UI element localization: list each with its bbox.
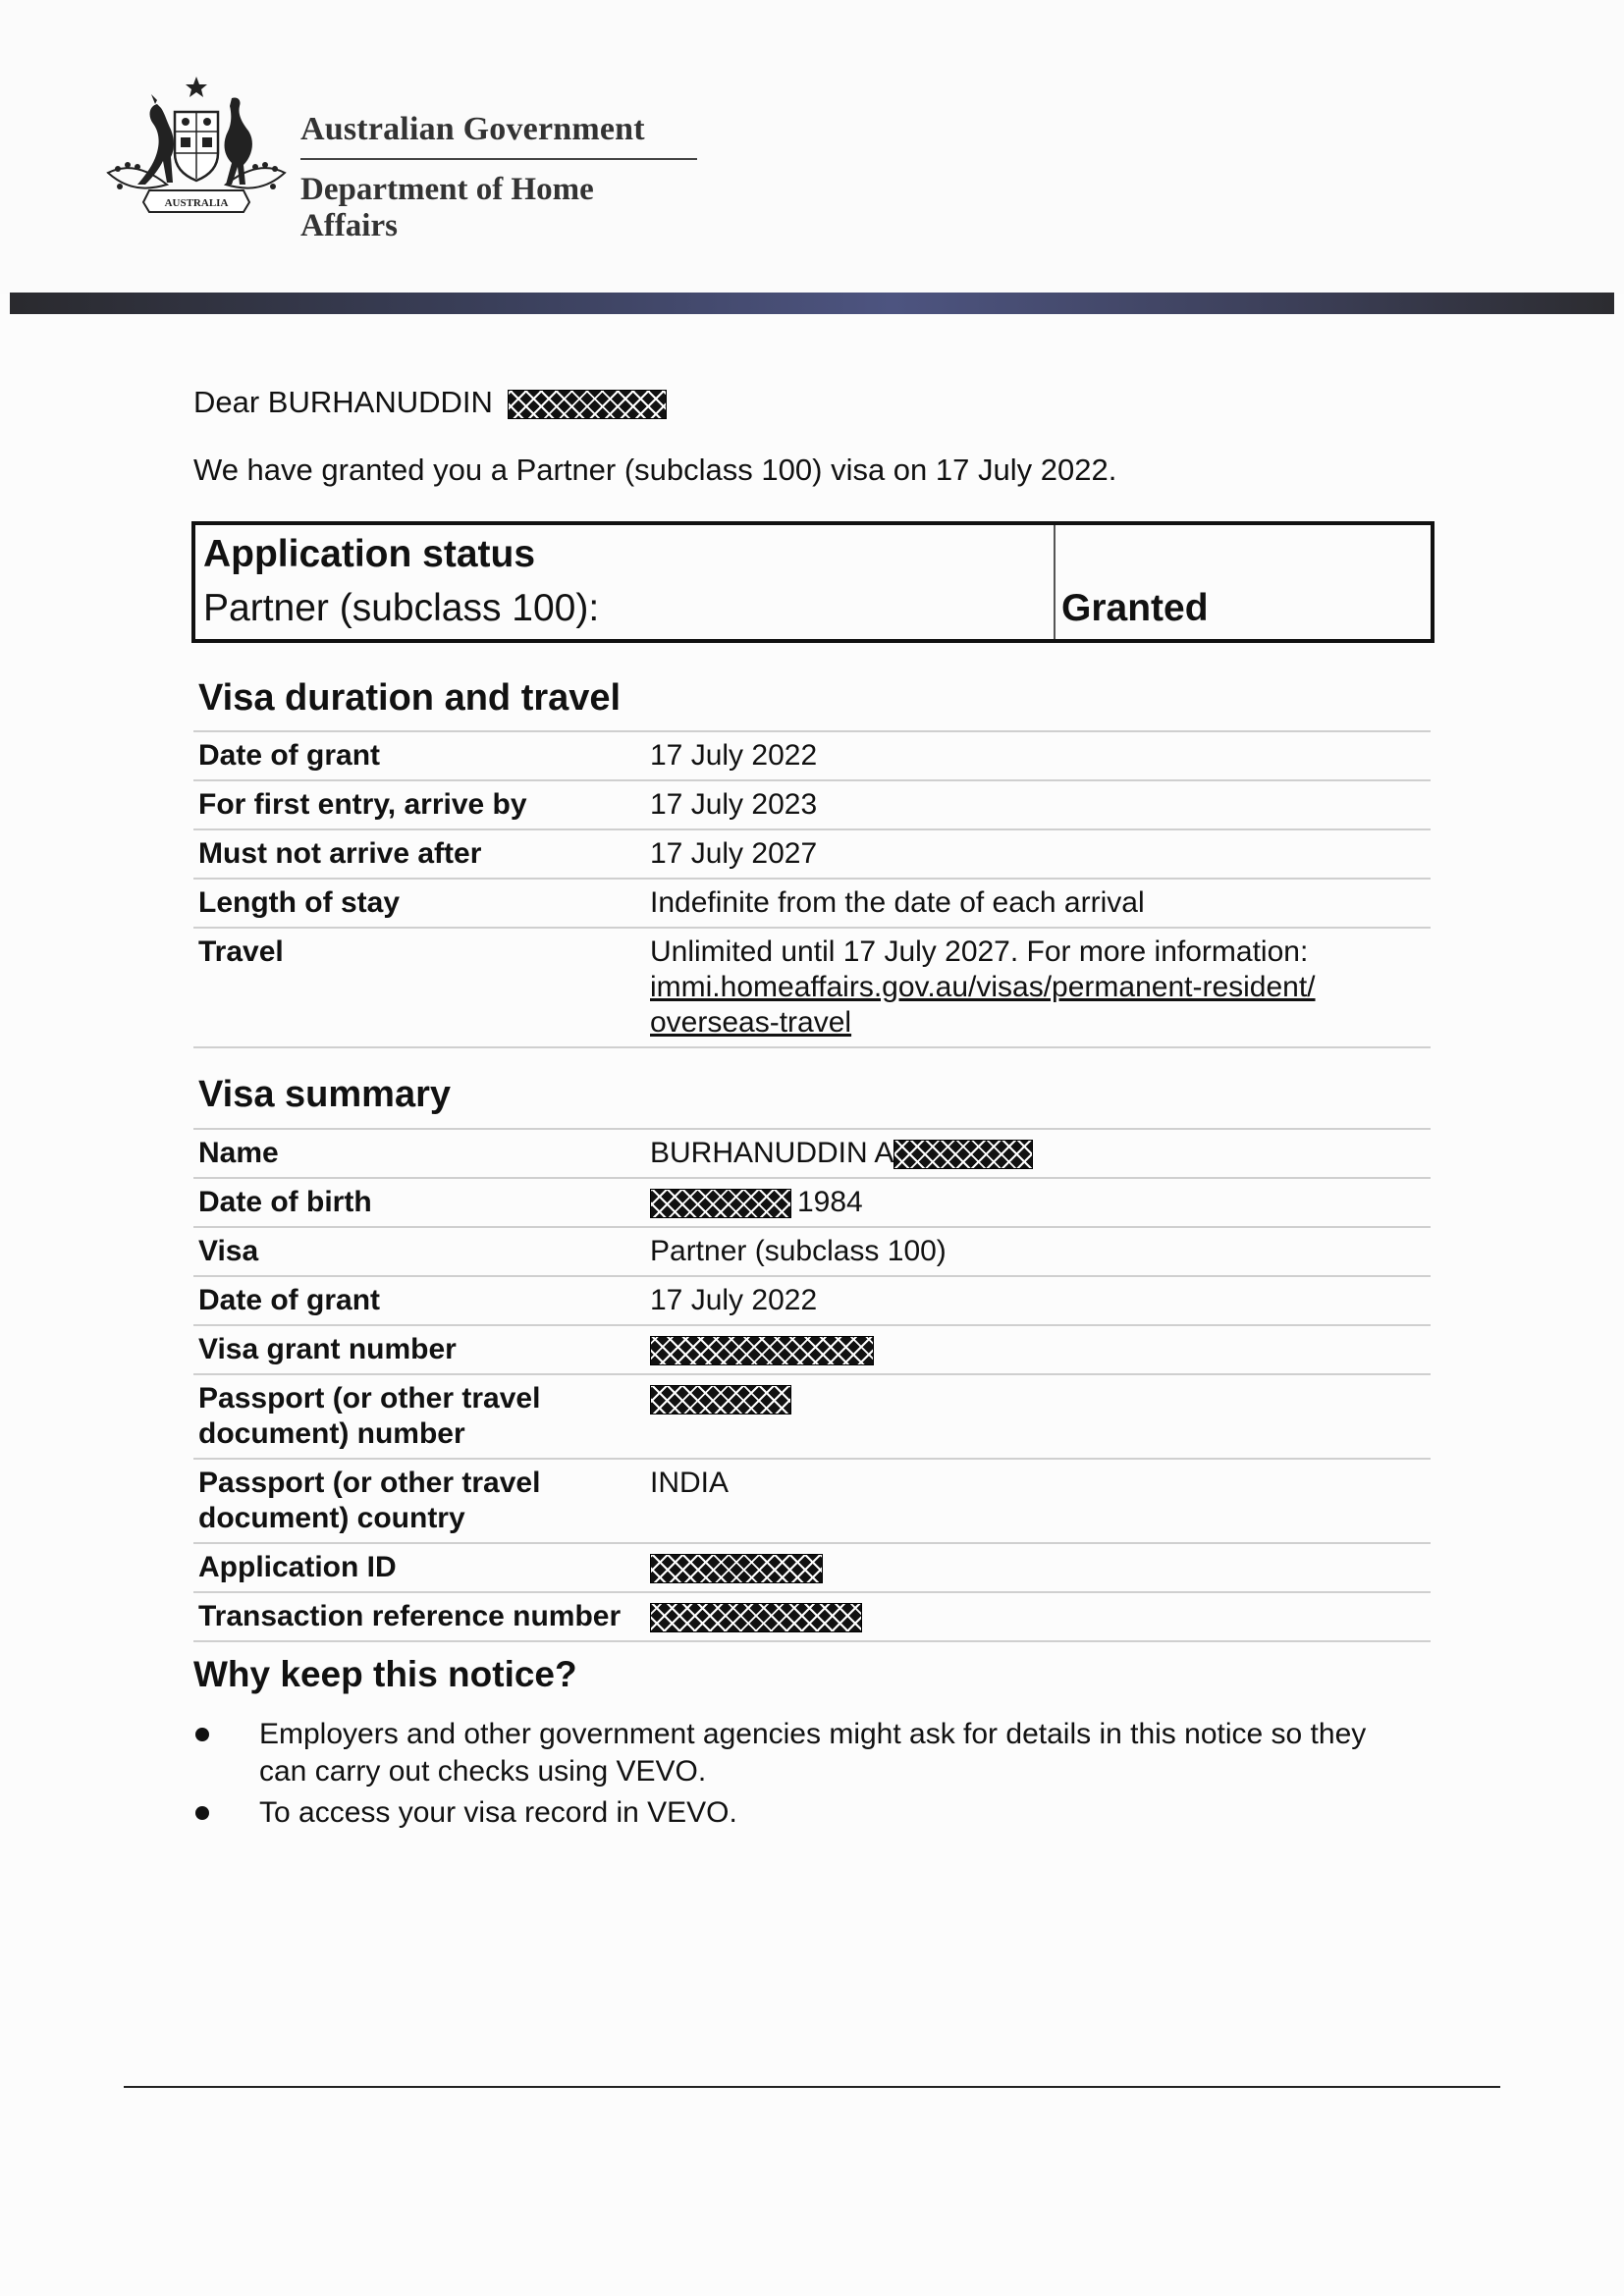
row-label: Visa [198, 1235, 259, 1267]
visa-duration-heading: Visa duration and travel [198, 677, 622, 719]
row-label: Length of stay [198, 886, 401, 919]
visa-summary-heading: Visa summary [198, 1074, 452, 1115]
table-row [193, 1542, 1431, 1591]
table-row [193, 1591, 1431, 1642]
redaction-block [508, 390, 667, 419]
redaction-block [650, 1603, 862, 1632]
row-value: 17 July 2027 [650, 837, 818, 870]
table-row [193, 878, 1431, 927]
label-line: Passport (or other travel [198, 1467, 541, 1499]
coat-of-arms-logo [98, 75, 295, 222]
row-value [650, 1599, 1416, 1634]
table-row [193, 1226, 1431, 1275]
label-line: document) number [198, 1417, 465, 1450]
government-name: Australian Government [300, 111, 645, 147]
row-value: INDIA [650, 1467, 730, 1499]
holder-name: BURHANUDDIN A [650, 1137, 894, 1169]
visa-duration-table [193, 730, 1431, 1048]
grant-intro: We have granted you a Partner (subclass 100) visa on 17 July 2022. [193, 453, 1117, 487]
why-keep-heading: Why keep this notice? [193, 1654, 577, 1694]
bullet-icon [195, 1806, 209, 1820]
row-value: 17 July 2023 [650, 788, 818, 821]
row-label: Date of grant [198, 739, 381, 772]
redaction-block [650, 1336, 874, 1365]
greeting-text: Dear BURHANUDDIN [193, 385, 493, 419]
header-band [10, 293, 1614, 314]
travel-info-link[interactable]: immi.homeaffairs.gov.au/visas/permanent-resident/ [650, 971, 1316, 1003]
row-label: Date of birth [198, 1186, 372, 1218]
row-label [193, 1466, 650, 1536]
row-label: Visa grant number [198, 1333, 457, 1365]
table-row [193, 828, 1431, 878]
label-line: document) country [198, 1502, 465, 1534]
row-value [650, 1136, 1416, 1171]
table-row [193, 730, 1431, 779]
row-label: Transaction reference number [198, 1600, 622, 1632]
label-line: Passport (or other travel [198, 1382, 541, 1415]
redaction-block [650, 1385, 791, 1415]
row-label: Travel [198, 935, 284, 968]
status-visa-type: Partner (subclass 100): [203, 587, 600, 629]
status-column-divider [1054, 525, 1056, 639]
why-keep-list [193, 1716, 1411, 1836]
row-value: 17 July 2022 [650, 739, 818, 772]
branding-divider [300, 158, 697, 160]
row-value [650, 1185, 1416, 1220]
list-item [193, 1716, 1411, 1790]
crest-scroll-text: AUSTRALIA [164, 197, 229, 209]
table-row [193, 779, 1431, 828]
table-row [193, 1373, 1431, 1458]
travel-value [650, 934, 1416, 1041]
application-status-box [191, 521, 1435, 643]
bullet-text: To access your visa record in VEVO. [259, 1796, 737, 1829]
table-row [193, 1275, 1431, 1324]
footer-divider [124, 2086, 1500, 2088]
visa-summary-table [193, 1128, 1431, 1642]
row-value: 17 July 2022 [650, 1284, 818, 1316]
row-label [193, 1381, 650, 1452]
bullet-icon [195, 1728, 209, 1741]
table-row-travel [193, 927, 1431, 1048]
status-badge: Granted [1061, 587, 1209, 629]
greeting [193, 385, 667, 420]
row-value [650, 1381, 1416, 1416]
department-name: Department of Home Affairs [300, 172, 594, 243]
travel-text: Unlimited until 17 July 2027. For more information: [650, 935, 1309, 968]
table-row [193, 1458, 1431, 1542]
row-value: Indefinite from the date of each arrival [650, 886, 1145, 919]
row-label: Date of grant [198, 1284, 381, 1316]
row-label: Name [198, 1137, 279, 1169]
row-label: Application ID [198, 1551, 397, 1583]
letterhead [0, 0, 1624, 294]
table-row [193, 1177, 1431, 1226]
list-item [193, 1794, 1411, 1832]
redaction-block [893, 1140, 1033, 1169]
bullet-text-continued: can carry out checks using VEVO. [259, 1755, 707, 1788]
row-label: For first entry, arrive by [198, 788, 527, 821]
redaction-block [650, 1189, 791, 1218]
government-branding [300, 111, 697, 244]
row-value [650, 1332, 1416, 1367]
row-label: Must not arrive after [198, 837, 482, 870]
birth-year: 1984 [797, 1186, 863, 1218]
redaction-block [650, 1554, 823, 1583]
bullet-text: Employers and other government agencies might ask for details in this notice so they [259, 1718, 1367, 1750]
row-value: Partner (subclass 100) [650, 1235, 947, 1267]
table-row [193, 1324, 1431, 1373]
status-heading: Application status [203, 533, 536, 575]
table-row [193, 1128, 1431, 1177]
travel-info-link-continued[interactable]: overseas-travel [650, 1006, 852, 1039]
row-value [650, 1550, 1416, 1585]
